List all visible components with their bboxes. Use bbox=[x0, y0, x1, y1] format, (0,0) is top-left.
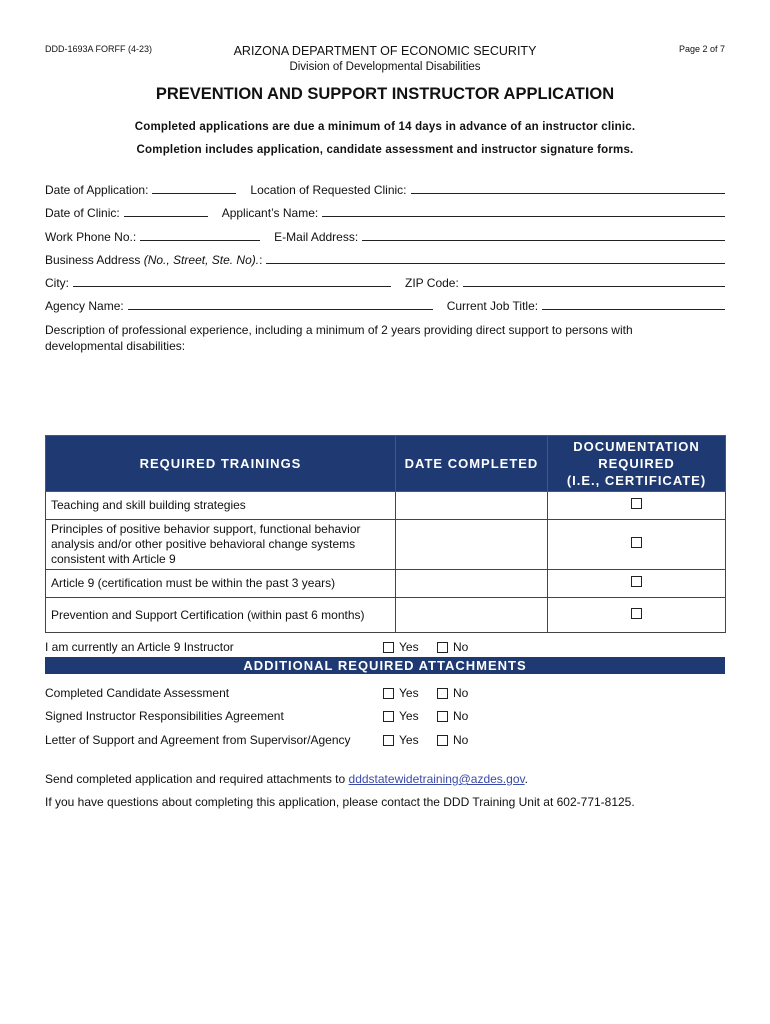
date-completed-cell[interactable] bbox=[396, 570, 548, 598]
date-completed-cell[interactable] bbox=[396, 520, 548, 570]
date-of-application-field[interactable] bbox=[152, 193, 236, 194]
no-checkbox[interactable] bbox=[437, 711, 448, 722]
row-contact bbox=[45, 228, 725, 244]
completion-note: Completion includes application, candidate assessment and instructor signature forms. bbox=[136, 144, 634, 156]
table-row bbox=[46, 598, 726, 633]
job-title-label: Current Job Title: bbox=[446, 299, 539, 313]
row-agency-job bbox=[45, 297, 725, 313]
documentation-checkbox[interactable] bbox=[631, 576, 642, 587]
zip-label: ZIP Code: bbox=[405, 276, 459, 290]
email-field[interactable] bbox=[362, 240, 725, 241]
work-phone-field[interactable] bbox=[140, 240, 260, 241]
clinic-location-field[interactable] bbox=[411, 193, 726, 194]
no-label: No bbox=[453, 640, 469, 654]
date-completed-cell[interactable] bbox=[396, 492, 548, 520]
attachment-row bbox=[45, 733, 725, 749]
applicant-name-field[interactable] bbox=[322, 216, 725, 217]
attachment-label: Completed Candidate Assessment bbox=[45, 686, 230, 700]
yes-label: Yes bbox=[399, 733, 419, 747]
send-instructions: Send completed application and required attachments to dddstatewidetraining@azdes.gov. bbox=[45, 772, 528, 786]
no-label: No bbox=[453, 733, 469, 747]
yes-label: Yes bbox=[399, 640, 419, 654]
no-checkbox[interactable] bbox=[437, 735, 448, 746]
division-name: Division of Developmental Disabilities bbox=[289, 61, 481, 73]
page-number: Page 2 of 7 bbox=[678, 44, 725, 54]
city-field[interactable] bbox=[73, 286, 391, 287]
agency-name-field[interactable] bbox=[128, 309, 433, 310]
date-completed-cell[interactable] bbox=[396, 598, 548, 633]
yes-checkbox[interactable] bbox=[383, 642, 394, 653]
row-business-address bbox=[45, 251, 725, 267]
row-clinic-date bbox=[45, 204, 725, 220]
date-of-clinic-label: Date of Clinic: bbox=[45, 206, 120, 220]
attachment-label: Letter of Support and Agreement from Supervisor/Agency bbox=[45, 733, 351, 747]
page-title: PREVENTION AND SUPPORT INSTRUCTOR APPLICATION bbox=[155, 85, 615, 103]
yes-label: Yes bbox=[399, 709, 419, 723]
date-of-clinic-field[interactable] bbox=[124, 216, 208, 217]
yes-label: Yes bbox=[399, 686, 419, 700]
article9-question-row bbox=[45, 640, 725, 656]
agency-name-label: Agency Name: bbox=[45, 299, 124, 313]
clinic-location-label: Location of Requested Clinic: bbox=[250, 183, 407, 197]
documentation-checkbox[interactable] bbox=[631, 498, 642, 509]
no-checkbox[interactable] bbox=[437, 642, 448, 653]
col-header-training: REQUIRED TRAININGS bbox=[46, 436, 396, 492]
work-phone-label: Work Phone No.: bbox=[45, 230, 137, 244]
documentation-checkbox[interactable] bbox=[631, 537, 642, 548]
row-city-zip bbox=[45, 274, 725, 290]
date-of-application-label: Date of Application: bbox=[45, 183, 149, 197]
job-title-field[interactable] bbox=[542, 309, 725, 310]
training-name: Article 9 (certification must be within the past 3 years) bbox=[46, 570, 396, 598]
training-name: Teaching and skill building strategies bbox=[46, 492, 396, 520]
table-row bbox=[46, 520, 726, 570]
col-header-documentation: DOCUMENTATION REQUIRED (I.E., CERTIFICATE) bbox=[548, 436, 726, 492]
yes-checkbox[interactable] bbox=[383, 735, 394, 746]
agency-name: ARIZONA DEPARTMENT OF ECONOMIC SECURITY bbox=[233, 44, 537, 58]
applicant-name-label: Applicant’s Name: bbox=[221, 206, 319, 220]
yes-checkbox[interactable] bbox=[383, 711, 394, 722]
questions-contact: If you have questions about completing this application, please contact the DDD Training Unit at 602-771-8125. bbox=[45, 795, 635, 809]
row-application-date bbox=[45, 181, 725, 197]
training-name: Principles of positive behavior support, functional behavior analysis and/or other positive behavioral change systems consistent with Article 9 bbox=[46, 520, 396, 570]
email-label: E-Mail Address: bbox=[274, 230, 359, 244]
no-label: No bbox=[453, 709, 469, 723]
article9-question-label: I am currently an Article 9 Instructor bbox=[45, 640, 234, 654]
attachment-label: Signed Instructor Responsibilities Agreement bbox=[45, 709, 284, 723]
attachment-row bbox=[45, 686, 725, 702]
table-row bbox=[46, 492, 726, 520]
no-label: No bbox=[453, 686, 469, 700]
city-label: City: bbox=[45, 276, 69, 290]
form-id: DDD-1693A FORFF (4-23) bbox=[45, 44, 153, 54]
attachment-row bbox=[45, 709, 725, 725]
col-header-date: DATE COMPLETED bbox=[396, 436, 548, 492]
training-name: Prevention and Support Certification (within past 6 months) bbox=[46, 598, 396, 633]
business-address-label: Business Address (No., Street, Ste. No).: bbox=[45, 253, 263, 267]
business-address-field[interactable] bbox=[266, 263, 725, 264]
no-checkbox[interactable] bbox=[437, 688, 448, 699]
experience-description-prompt: Description of professional experience, including a minimum of 2 years providing direct support to persons with developmental disabilities: bbox=[45, 323, 633, 353]
training-email-link[interactable]: dddstatewidetraining@azdes.gov bbox=[348, 772, 525, 786]
documentation-checkbox[interactable] bbox=[631, 608, 642, 619]
attachments-banner: ADDITIONAL REQUIRED ATTACHMENTS bbox=[45, 657, 725, 674]
due-date-note: Completed applications are due a minimum of 14 days in advance of an instructor clinic. bbox=[134, 121, 636, 133]
zip-field[interactable] bbox=[463, 286, 725, 287]
required-trainings-table bbox=[45, 435, 726, 633]
yes-checkbox[interactable] bbox=[383, 688, 394, 699]
table-row bbox=[46, 570, 726, 598]
